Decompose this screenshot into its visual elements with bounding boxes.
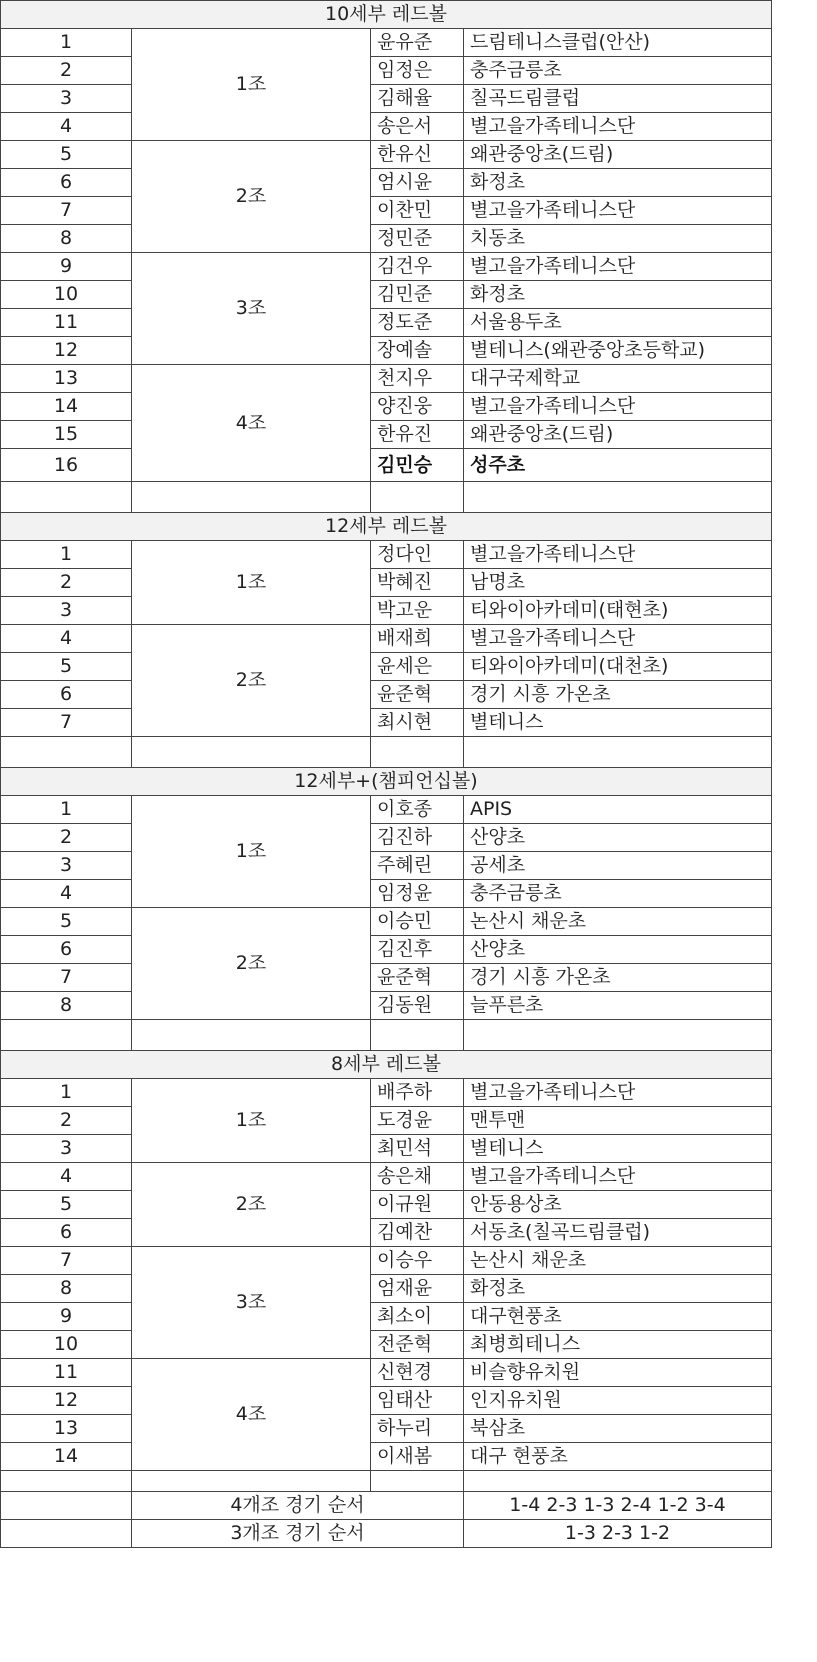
player-number: 3 [1,852,132,880]
player-club: 대구현풍초 [464,1303,772,1331]
player-number: 10 [1,281,132,309]
player-club: 북삼초 [464,1415,772,1443]
blank-cell [132,1020,371,1051]
player-number: 1 [1,541,132,569]
blank-cell [464,737,772,768]
player-row [1,1247,772,1275]
player-name: 윤유준 [371,29,464,57]
player-name: 이승민 [371,908,464,936]
player-name: 최소이 [371,1303,464,1331]
player-club: 비슬향유치원 [464,1359,772,1387]
player-name: 장예솔 [371,337,464,365]
player-number: 7 [1,709,132,737]
player-club: 별고을가족테니스단 [464,1163,772,1191]
match-order-label: 3개조 경기 순서 [132,1520,464,1548]
player-club: 충주금릉초 [464,880,772,908]
player-number: 2 [1,1107,132,1135]
player-row [1,1163,772,1191]
player-name: 하누리 [371,1415,464,1443]
player-row [1,1135,772,1163]
player-number: 6 [1,1219,132,1247]
player-row [1,1219,772,1247]
player-number: 1 [1,29,132,57]
player-club: 충주금릉초 [464,57,772,85]
player-row [1,681,772,709]
player-name: 김진후 [371,936,464,964]
player-number: 8 [1,992,132,1020]
player-club: 대구 현풍초 [464,1443,772,1471]
section-header-row [1,768,772,796]
player-club: 늘푸른초 [464,992,772,1020]
player-row [1,1331,772,1359]
player-number: 13 [1,365,132,393]
player-club: 안동용상초 [464,1191,772,1219]
player-club: 서동초(칠곡드림클럽) [464,1219,772,1247]
player-row [1,309,772,337]
match-order-sequence: 1-3 2-3 1-2 [464,1520,772,1548]
player-name: 엄재윤 [371,1275,464,1303]
player-row [1,421,772,449]
player-number: 4 [1,880,132,908]
player-row [1,1191,772,1219]
player-name: 천지우 [371,365,464,393]
player-name: 한유진 [371,421,464,449]
player-name: 김진하 [371,824,464,852]
player-number: 2 [1,57,132,85]
section-header-row [1,513,772,541]
blank-cell [464,482,772,513]
player-row [1,85,772,113]
player-name: 배재희 [371,625,464,653]
player-name: 정민준 [371,225,464,253]
player-number: 1 [1,1079,132,1107]
player-name: 정도준 [371,309,464,337]
player-row [1,880,772,908]
player-club: 별고을가족테니스단 [464,625,772,653]
player-row [1,964,772,992]
group-label: 2조 [132,908,371,1020]
match-order-label: 4개조 경기 순서 [132,1492,464,1520]
player-number: 7 [1,1247,132,1275]
player-name: 최시현 [371,709,464,737]
blank-row [1,1020,772,1051]
player-club: 화정초 [464,1275,772,1303]
player-number: 4 [1,625,132,653]
player-row [1,936,772,964]
blank-cell [1,737,132,768]
group-label: 2조 [132,141,371,253]
player-row [1,1387,772,1415]
player-row [1,337,772,365]
player-row [1,281,772,309]
player-name: 전준혁 [371,1331,464,1359]
player-name: 임태산 [371,1387,464,1415]
player-name: 윤세은 [371,653,464,681]
player-club: 왜관중앙초(드림) [464,421,772,449]
blank-cell [464,1020,772,1051]
player-club: APIS [464,796,772,824]
player-row [1,852,772,880]
section-title: 12세부 레드볼 [1,513,772,541]
group-label: 2조 [132,1163,371,1247]
player-row [1,541,772,569]
player-name: 김예찬 [371,1219,464,1247]
group-label: 4조 [132,1359,371,1471]
player-row [1,169,772,197]
player-name: 양진웅 [371,393,464,421]
player-club: 경기 시흥 가온초 [464,681,772,709]
player-name: 임정윤 [371,880,464,908]
blank-cell [371,737,464,768]
player-number: 9 [1,253,132,281]
player-row [1,393,772,421]
player-club: 화정초 [464,169,772,197]
blank-cell [1,1020,132,1051]
player-row [1,796,772,824]
player-number: 1 [1,796,132,824]
blank-cell [464,1471,772,1492]
player-name: 배주하 [371,1079,464,1107]
blank-cell [1,1520,132,1548]
player-number: 6 [1,936,132,964]
group-label: 1조 [132,29,371,141]
player-number: 9 [1,1303,132,1331]
player-number: 5 [1,653,132,681]
player-number: 3 [1,597,132,625]
group-label: 1조 [132,541,371,625]
player-number: 14 [1,393,132,421]
player-name: 김민승 [371,449,464,482]
player-row [1,29,772,57]
player-name: 박혜진 [371,569,464,597]
player-row [1,824,772,852]
player-club: 산양초 [464,936,772,964]
player-name: 윤준혁 [371,681,464,709]
blank-row [1,1471,772,1492]
player-number: 4 [1,1163,132,1191]
player-club: 별고을가족테니스단 [464,113,772,141]
player-club: 별고을가족테니스단 [464,1079,772,1107]
player-row [1,365,772,393]
player-row [1,1079,772,1107]
player-number: 4 [1,113,132,141]
player-number: 12 [1,1387,132,1415]
player-row [1,625,772,653]
player-number: 3 [1,85,132,113]
player-name: 윤준혁 [371,964,464,992]
blank-cell [132,1471,371,1492]
player-club: 별고을가족테니스단 [464,541,772,569]
player-row [1,113,772,141]
player-name: 이승우 [371,1247,464,1275]
player-club: 칠곡드림클럽 [464,85,772,113]
group-label: 1조 [132,1079,371,1163]
player-name: 임정은 [371,57,464,85]
group-label: 4조 [132,365,371,482]
player-club: 별테니스 [464,1135,772,1163]
blank-cell [1,1492,132,1520]
player-number: 6 [1,169,132,197]
blank-cell [132,737,371,768]
bracket-table-body [1,1,772,1548]
player-club: 논산시 채운초 [464,1247,772,1275]
player-name: 이규원 [371,1191,464,1219]
player-name: 이호종 [371,796,464,824]
player-club: 티와이아카데미(태현초) [464,597,772,625]
player-number: 8 [1,225,132,253]
player-number: 3 [1,1135,132,1163]
player-club: 별고을가족테니스단 [464,253,772,281]
player-club: 치동초 [464,225,772,253]
player-number: 15 [1,421,132,449]
player-club: 산양초 [464,824,772,852]
player-club: 논산시 채운초 [464,908,772,936]
player-row [1,225,772,253]
player-number: 11 [1,1359,132,1387]
player-club: 경기 시흥 가온초 [464,964,772,992]
player-club: 왜관중앙초(드림) [464,141,772,169]
player-row [1,1275,772,1303]
blank-cell [132,482,371,513]
player-number: 6 [1,681,132,709]
match-order-row [1,1520,772,1548]
group-label: 1조 [132,796,371,908]
player-club: 맨투맨 [464,1107,772,1135]
match-order-sequence: 1-4 2-3 1-3 2-4 1-2 3-4 [464,1492,772,1520]
player-row [1,1359,772,1387]
player-club: 별테니스 [464,709,772,737]
player-row [1,653,772,681]
player-name: 김해율 [371,85,464,113]
blank-cell [371,1471,464,1492]
player-row [1,709,772,737]
player-number: 8 [1,1275,132,1303]
player-number: 5 [1,1191,132,1219]
player-club: 드림테니스클럽(안산) [464,29,772,57]
blank-row [1,482,772,513]
match-order-row [1,1492,772,1520]
section-header-row [1,1051,772,1079]
player-name: 김민준 [371,281,464,309]
player-row [1,1415,772,1443]
player-name: 엄시윤 [371,169,464,197]
player-club: 대구국제학교 [464,365,772,393]
player-name: 도경윤 [371,1107,464,1135]
player-name: 송은채 [371,1163,464,1191]
player-number: 13 [1,1415,132,1443]
player-club: 서울용두초 [464,309,772,337]
player-row [1,992,772,1020]
player-name: 송은서 [371,113,464,141]
player-name: 김동원 [371,992,464,1020]
blank-cell [371,482,464,513]
group-label: 3조 [132,253,371,365]
player-club: 별고을가족테니스단 [464,393,772,421]
player-club: 남명초 [464,569,772,597]
player-name: 한유신 [371,141,464,169]
player-number: 11 [1,309,132,337]
player-number: 7 [1,197,132,225]
player-name: 이찬민 [371,197,464,225]
player-name: 김건우 [371,253,464,281]
player-name: 신현경 [371,1359,464,1387]
player-number: 2 [1,824,132,852]
blank-row [1,737,772,768]
player-number: 14 [1,1443,132,1471]
player-row [1,1443,772,1471]
player-club: 별테니스(왜관중앙초등학교) [464,337,772,365]
player-row [1,597,772,625]
player-number: 2 [1,569,132,597]
player-row [1,449,772,482]
player-club: 공세초 [464,852,772,880]
player-number: 7 [1,964,132,992]
player-row [1,1303,772,1331]
player-row [1,569,772,597]
player-club: 성주초 [464,449,772,482]
player-club: 화정초 [464,281,772,309]
player-club: 최병희테니스 [464,1331,772,1359]
player-row [1,197,772,225]
player-number: 12 [1,337,132,365]
player-number: 5 [1,141,132,169]
section-title: 12세부+(챔피언십볼) [1,768,772,796]
blank-cell [1,1471,132,1492]
player-name: 이새봄 [371,1443,464,1471]
group-label: 3조 [132,1247,371,1359]
section-title: 10세부 레드볼 [1,1,772,29]
player-number: 16 [1,449,132,482]
player-row [1,57,772,85]
player-club: 별고을가족테니스단 [464,197,772,225]
player-number: 10 [1,1331,132,1359]
player-row [1,908,772,936]
section-header-row [1,1,772,29]
player-name: 정다인 [371,541,464,569]
blank-cell [1,482,132,513]
player-number: 5 [1,908,132,936]
player-row [1,1107,772,1135]
blank-cell [371,1020,464,1051]
player-name: 박고운 [371,597,464,625]
player-club: 티와이아카데미(대천초) [464,653,772,681]
group-label: 2조 [132,625,371,737]
player-row [1,253,772,281]
player-club: 인지유치원 [464,1387,772,1415]
player-name: 최민석 [371,1135,464,1163]
player-row [1,141,772,169]
section-title: 8세부 레드볼 [1,1051,772,1079]
player-name: 주혜린 [371,852,464,880]
